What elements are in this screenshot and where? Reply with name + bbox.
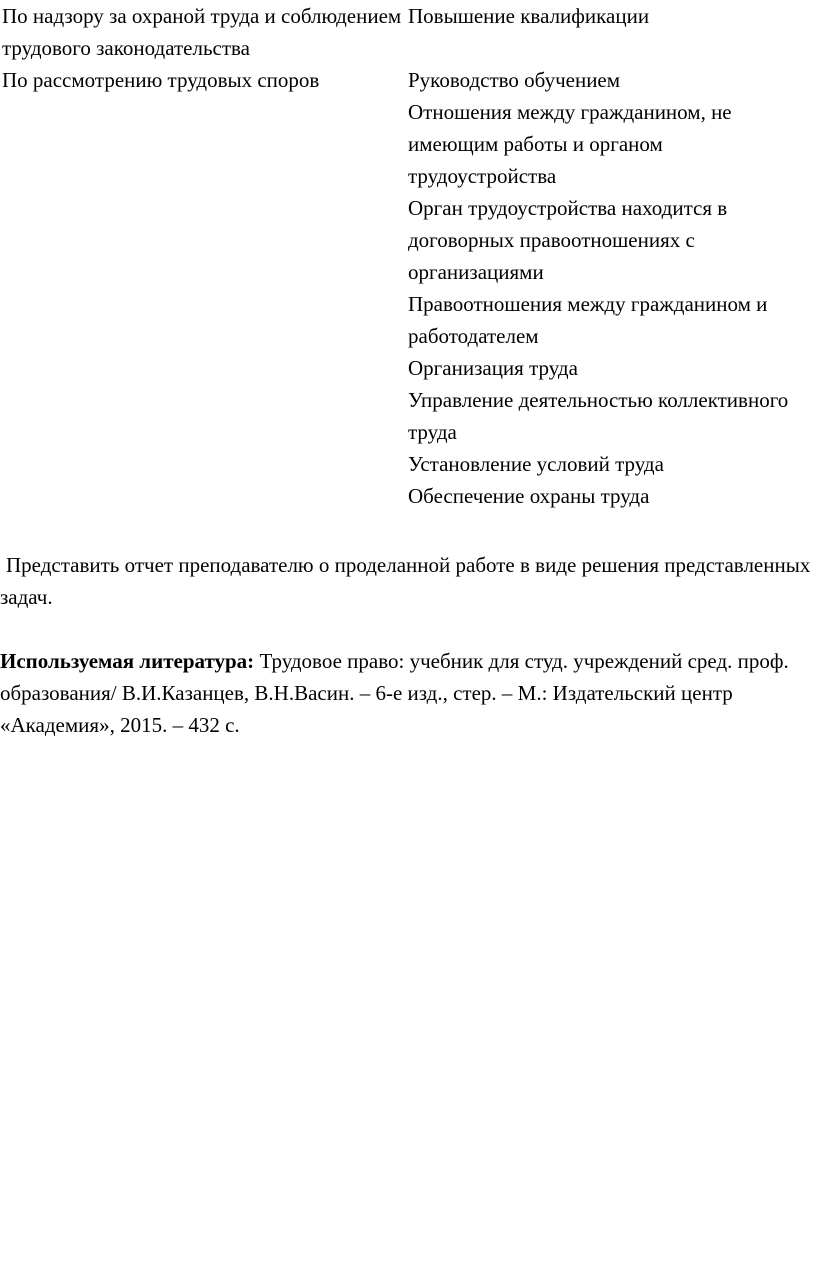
literature-text: Трудовое право: учебник для студ. учреждений сред. проф. образования/ В.И.Казанцев, В.Н.Васин. – 6-е изд., стер. – М.: Издательский центр «Академия», 2015. – 432 с. [0,649,789,737]
report-paragraph [0,549,812,613]
literature-label: Используемая литература: [0,649,255,673]
table-cell-left [2,0,408,64]
cell-text: Установление условий труда [408,452,664,476]
table-row [2,64,814,512]
cell-text: Правоотношения между гражданином и работодателем [408,292,768,348]
table-cell-right [408,0,814,32]
table-cell-left [2,64,408,96]
functions-table [2,0,814,512]
cell-text: Управление деятельностью коллективного труда [408,388,789,444]
table-cell-right [408,64,814,512]
cell-text: Руководство обучением [408,68,621,92]
cell-text: По рассмотрению трудовых споров [2,68,320,92]
cell-text: Отношения между гражданином, не имеющим работы и органом трудоустройства [408,100,732,188]
report-text: Представить отчет преподавателю о проделанной работе в виде решения представленных задач. [0,553,811,609]
cell-text: Повышение квалификации [408,4,650,28]
table-row [2,0,814,64]
cell-text: Организация труда [408,356,578,380]
cell-text: По надзору за охраной труда и соблюдением трудового законодательства [2,4,402,60]
literature-paragraph [0,645,812,741]
cell-text: Орган трудоустройства находится в договорных правоотношениях с организациями [408,196,728,284]
cell-text: Обеспечение охраны труда [408,484,650,508]
